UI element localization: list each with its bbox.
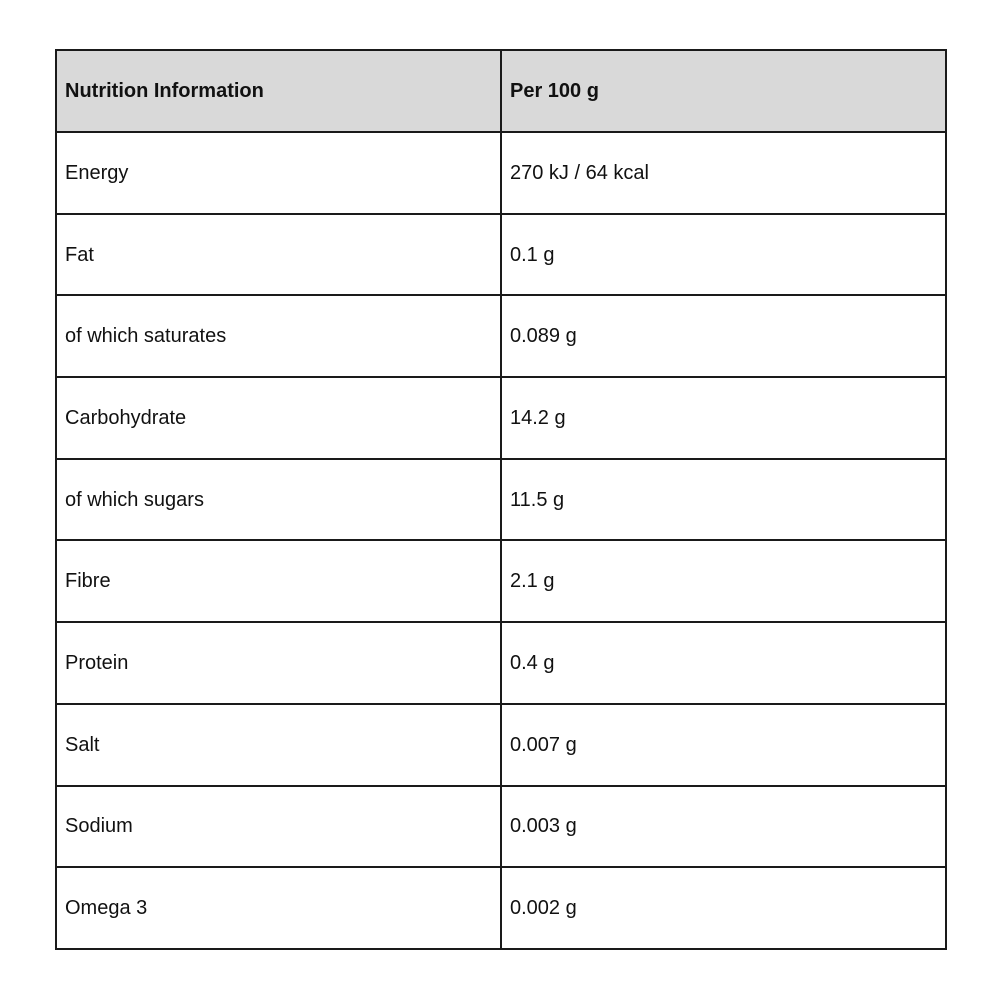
nutrient-value: 0.003 g — [501, 786, 946, 868]
table-row — [56, 377, 946, 459]
nutrient-value: 0.4 g — [501, 622, 946, 704]
nutrient-name: Salt — [56, 704, 501, 786]
table-row — [56, 704, 946, 786]
nutrient-value: 11.5 g — [501, 459, 946, 541]
nutrient-value: 0.089 g — [501, 295, 946, 377]
table-row — [56, 459, 946, 541]
table-header — [56, 50, 946, 132]
nutrient-name: of which sugars — [56, 459, 501, 541]
nutrient-name: Fibre — [56, 540, 501, 622]
nutrient-value: 270 kJ / 64 kcal — [501, 132, 946, 214]
table-row — [56, 622, 946, 704]
header-row — [56, 50, 946, 132]
table-row — [56, 132, 946, 214]
nutrition-table — [55, 49, 947, 950]
header-per-100g: Per 100 g — [501, 50, 946, 132]
table-row — [56, 214, 946, 296]
nutrient-name: Omega 3 — [56, 867, 501, 949]
table-row — [56, 867, 946, 949]
nutrient-name: Energy — [56, 132, 501, 214]
nutrient-value: 0.007 g — [501, 704, 946, 786]
table-row — [56, 295, 946, 377]
table-row — [56, 786, 946, 868]
nutrient-name: of which saturates — [56, 295, 501, 377]
nutrient-value: 14.2 g — [501, 377, 946, 459]
table-row — [56, 540, 946, 622]
table-body — [56, 132, 946, 949]
header-nutrition-information: Nutrition Information — [56, 50, 501, 132]
nutrient-value: 2.1 g — [501, 540, 946, 622]
nutrient-name: Protein — [56, 622, 501, 704]
nutrient-name: Carbohydrate — [56, 377, 501, 459]
nutrient-name: Fat — [56, 214, 501, 296]
nutrient-name: Sodium — [56, 786, 501, 868]
nutrient-value: 0.002 g — [501, 867, 946, 949]
nutrient-value: 0.1 g — [501, 214, 946, 296]
